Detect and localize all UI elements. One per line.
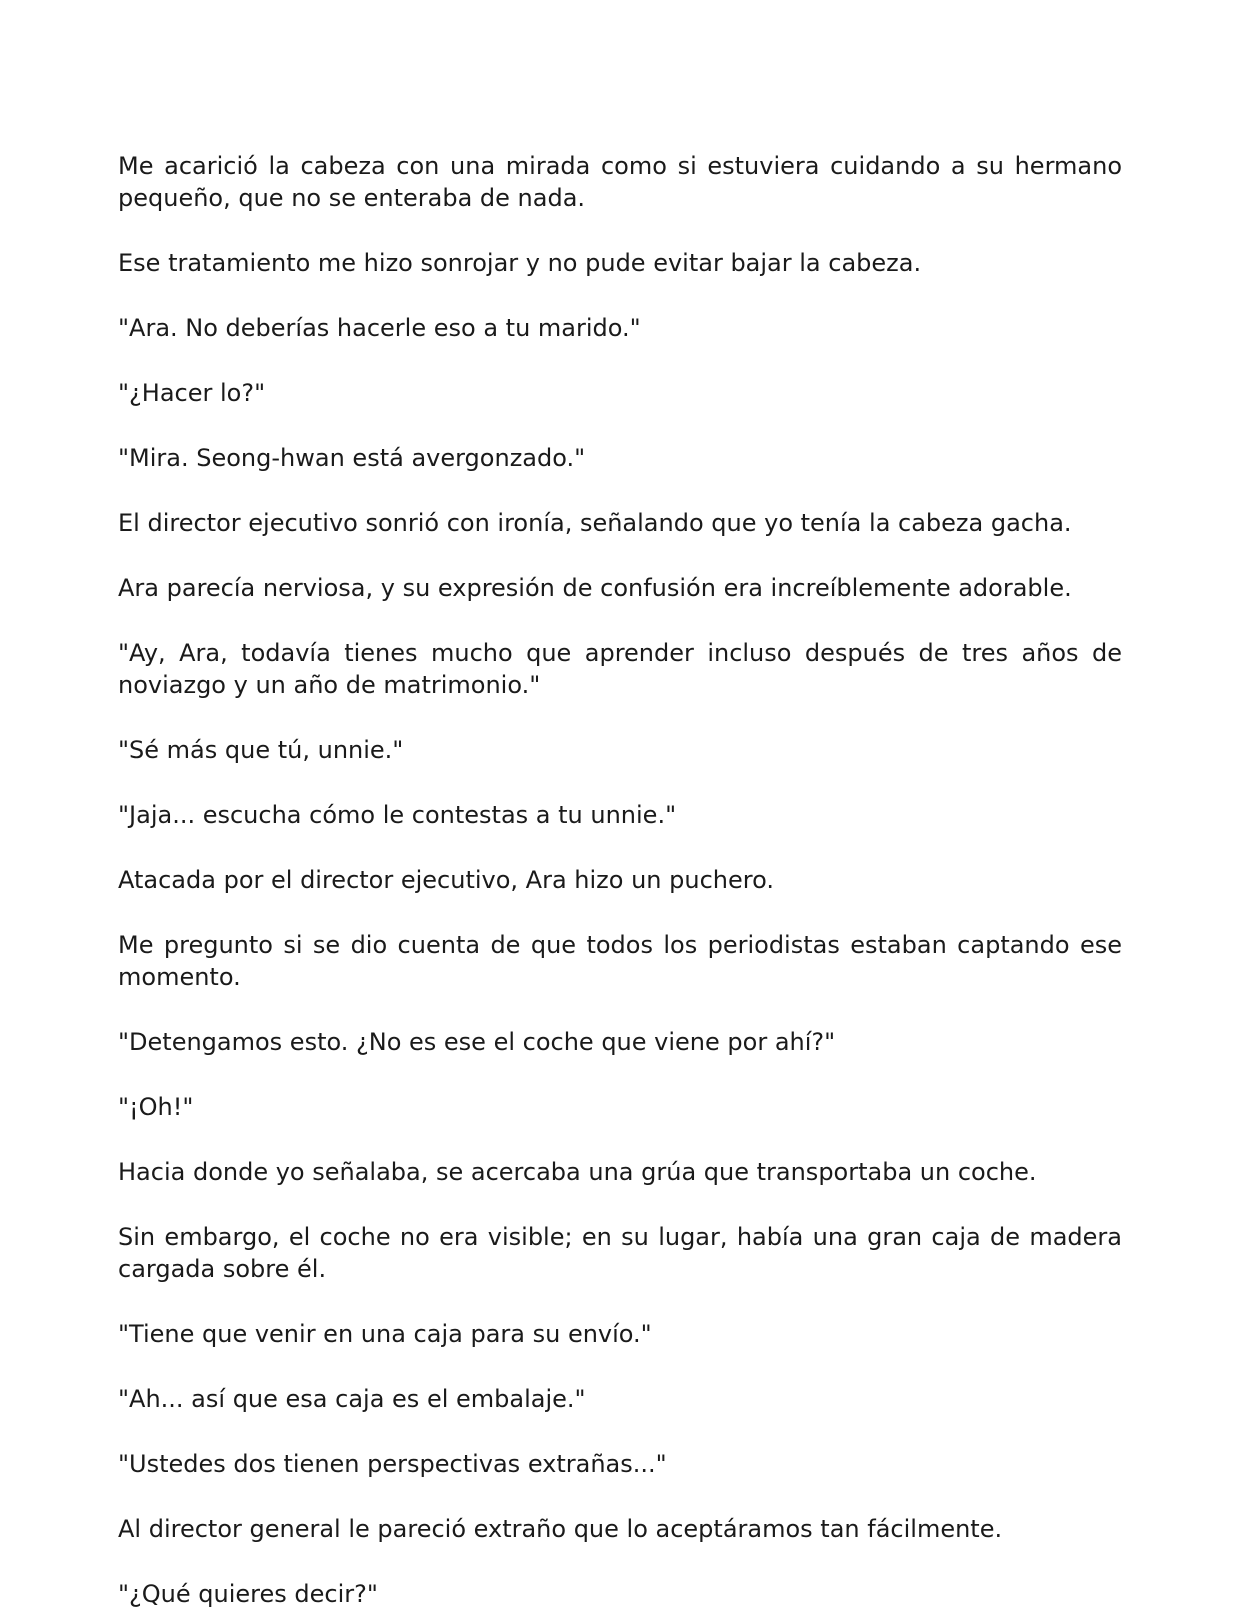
paragraph: El director ejecutivo sonrió con ironía, señalando que yo tenía la cabeza gacha. bbox=[118, 509, 1072, 537]
paragraph: "Jaja... escucha cómo le contestas a tu unnie." bbox=[118, 801, 677, 829]
paragraph: "Ara. No deberías hacerle eso a tu marido." bbox=[118, 314, 641, 342]
paragraph: "¿Hacer lo?" bbox=[118, 379, 266, 407]
paragraph: Sin embargo, el coche no era visible; en su lugar, había una gran caja de madera cargada sobre él. bbox=[118, 1223, 1122, 1283]
paragraph: "Mira. Seong-hwan está avergonzado." bbox=[118, 444, 586, 472]
paragraph: Ese tratamiento me hizo sonrojar y no pude evitar bajar la cabeza. bbox=[118, 249, 922, 277]
paragraph: Me pregunto si se dio cuenta de que todos los periodistas estaban captando ese momento. bbox=[118, 931, 1122, 991]
paragraph: Ara parecía nerviosa, y su expresión de confusión era increíblemente adorable. bbox=[118, 574, 1072, 602]
paragraph: Al director general le pareció extraño que lo aceptáramos tan fácilmente. bbox=[118, 1515, 1003, 1543]
paragraph: "Ah... así que esa caja es el embalaje." bbox=[118, 1385, 586, 1413]
paragraph: "Tiene que venir en una caja para su envío." bbox=[118, 1320, 652, 1348]
paragraph: Me acarició la cabeza con una mirada como si estuviera cuidando a su hermano pequeño, que no se enteraba de nada. bbox=[118, 152, 1122, 212]
paragraph: "Ay, Ara, todavía tienes mucho que aprender incluso después de tres años de noviazgo y un año de matrimonio." bbox=[118, 639, 1122, 699]
paragraph: Hacia donde yo señalaba, se acercaba una grúa que transportaba un coche. bbox=[118, 1158, 1037, 1186]
paragraph: "¿Qué quieres decir?" bbox=[118, 1580, 378, 1608]
document-body bbox=[118, 150, 1122, 1620]
paragraph: "¡Oh!" bbox=[118, 1093, 194, 1121]
paragraph: "Detengamos esto. ¿No es ese el coche que viene por ahí?" bbox=[118, 1028, 836, 1056]
paragraph: "Ustedes dos tienen perspectivas extrañas..." bbox=[118, 1450, 667, 1478]
paragraph: Atacada por el director ejecutivo, Ara hizo un puchero. bbox=[118, 866, 774, 894]
paragraph: "Sé más que tú, unnie." bbox=[118, 736, 404, 764]
